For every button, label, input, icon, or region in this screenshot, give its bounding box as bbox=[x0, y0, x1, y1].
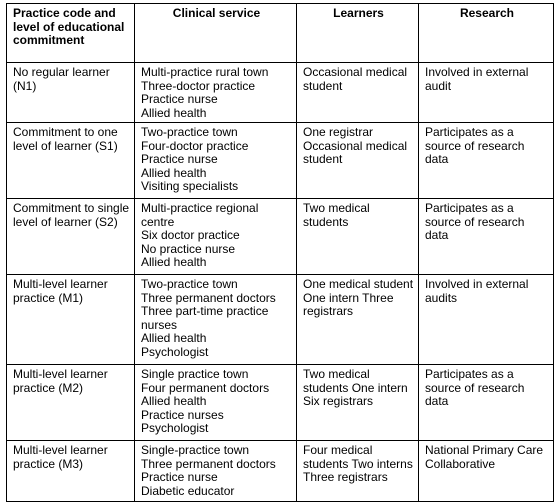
header-clinical-service: Clinical service bbox=[135, 4, 297, 63]
practice-code-cell: Multi-level learner practice (M2) bbox=[7, 365, 135, 441]
clinical-service-cell bbox=[135, 63, 297, 123]
clinical-service-item: Allied health bbox=[141, 331, 207, 345]
table-row bbox=[7, 365, 554, 441]
clinical-service-item: Two-practice town bbox=[141, 277, 238, 291]
clinical-service-item: Three permanent doctors bbox=[141, 456, 276, 471]
clinical-service-item: Allied health bbox=[141, 394, 207, 408]
clinical-service-item: Four permanent doctors bbox=[141, 380, 270, 395]
research-cell: Participates as a source of research data bbox=[419, 365, 554, 441]
clinical-service-item: Multi-practice rural town bbox=[141, 65, 269, 79]
table-row bbox=[7, 441, 554, 502]
research-cell: Participates as a source of research data bbox=[419, 123, 554, 199]
practice-table bbox=[6, 3, 554, 502]
clinical-service-cell bbox=[135, 123, 297, 199]
clinical-service-cell bbox=[135, 441, 297, 502]
header-research: Research bbox=[419, 4, 554, 63]
header-row bbox=[7, 4, 554, 63]
clinical-service-item: Three permanent doctors bbox=[141, 290, 276, 305]
clinical-service-item: Practice nurses bbox=[141, 407, 224, 422]
clinical-service-item: Three-doctor practice bbox=[141, 78, 256, 93]
clinical-service-item: Psychologist bbox=[141, 421, 209, 435]
clinical-service-item: Three part-time practice nurses bbox=[141, 304, 269, 332]
header-learners: Learners bbox=[297, 4, 419, 63]
learners-cell: One medical student One intern Three registrars bbox=[297, 275, 419, 365]
clinical-service-item: Diabetic educator bbox=[141, 483, 235, 498]
clinical-service-item: No practice nurse bbox=[141, 241, 236, 256]
clinical-service-item: Four-doctor practice bbox=[141, 138, 249, 153]
clinical-service-item: Visiting specialists bbox=[141, 179, 239, 193]
learners-cell: Occasional medical student bbox=[297, 63, 419, 123]
research-cell: Participates as a source of research data bbox=[419, 199, 554, 275]
clinical-service-item: Psychologist bbox=[141, 344, 209, 359]
clinical-service-item: Practice nurse bbox=[141, 152, 218, 166]
learners-cell: Two medical students One intern Six registrars bbox=[297, 365, 419, 441]
header-practice-code: Practice code and level of educational commitment bbox=[7, 4, 135, 63]
clinical-service-item: Six doctor practice bbox=[141, 228, 240, 242]
table-row bbox=[7, 199, 554, 275]
practice-code-cell: No regular learner (N1) bbox=[7, 63, 135, 123]
clinical-service-item: Single practice town bbox=[141, 367, 249, 381]
learners-cell: Two medical students bbox=[297, 199, 419, 275]
research-cell: Involved in external audits bbox=[419, 275, 554, 365]
practice-code-cell: Multi-level learner practice (M1) bbox=[7, 275, 135, 365]
clinical-service-item: Allied health bbox=[141, 165, 207, 180]
learners-cell: Four medical students Two interns Three registrars bbox=[297, 441, 419, 502]
clinical-service-item: Two-practice town bbox=[141, 125, 238, 139]
practice-code-cell: Commitment to one level of learner (S1) bbox=[7, 123, 135, 199]
clinical-service-item: Practice nurse bbox=[141, 92, 218, 106]
research-cell: National Primary Care Collaborative bbox=[419, 441, 554, 502]
practice-code-cell: Commitment to single level of learner (S2) bbox=[7, 199, 135, 275]
table-row bbox=[7, 275, 554, 365]
clinical-service-item: Allied health bbox=[141, 255, 207, 269]
clinical-service-cell bbox=[135, 199, 297, 275]
table-row bbox=[7, 63, 554, 123]
research-cell: Involved in external audit bbox=[419, 63, 554, 123]
clinical-service-item: Multi-practice regional centre bbox=[141, 201, 259, 229]
learners-cell: One registrar Occasional medical student bbox=[297, 123, 419, 199]
clinical-service-item: Allied health bbox=[141, 105, 207, 120]
clinical-service-cell bbox=[135, 365, 297, 441]
table-body bbox=[7, 63, 554, 502]
clinical-service-cell bbox=[135, 275, 297, 365]
practice-code-cell: Multi-level learner practice (M3) bbox=[7, 441, 135, 502]
clinical-service-item: Single-practice town bbox=[141, 443, 250, 457]
table-row bbox=[7, 123, 554, 199]
clinical-service-item: Practice nurse bbox=[141, 470, 218, 484]
